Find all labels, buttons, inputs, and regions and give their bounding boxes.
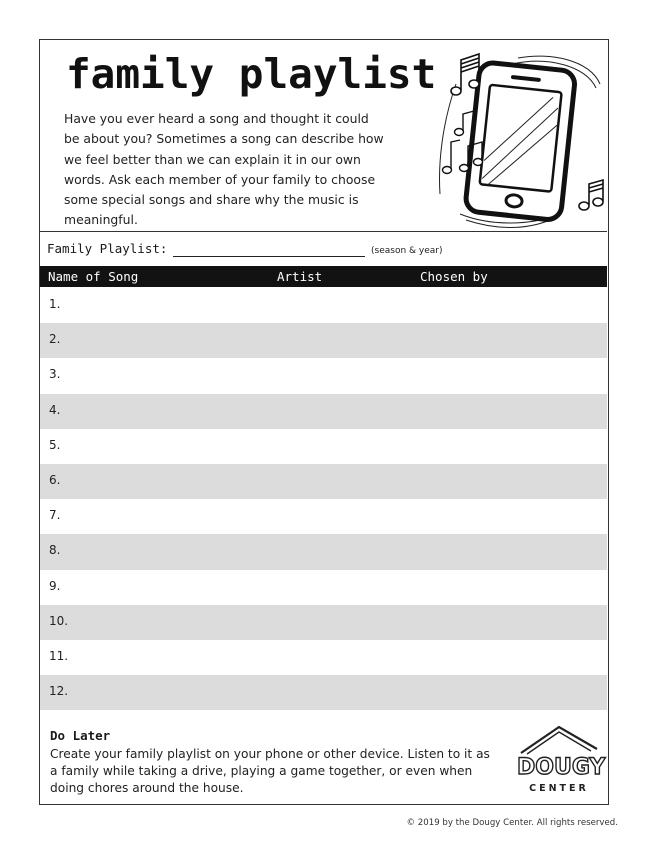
music-note-icon (443, 140, 461, 174)
playlist-label: Family Playlist: (47, 241, 168, 256)
smartphone-illustration (400, 44, 605, 229)
table-row (40, 358, 607, 393)
table-row (40, 570, 607, 605)
dougy-center-logo (517, 723, 606, 799)
row-number: 3. (49, 367, 61, 382)
row-number: 1. (49, 297, 61, 311)
table-row (40, 464, 607, 499)
row-number: 2. (49, 332, 61, 347)
row-number: 11. (49, 648, 69, 663)
row-number: 6. (49, 472, 61, 487)
table-row (40, 640, 607, 675)
table-row (40, 675, 607, 710)
row-number: 5. (49, 437, 61, 452)
row-number: 7. (49, 508, 61, 523)
copyright-notice: © 2019 by the Dougy Center. All rights reserved. (406, 818, 618, 828)
page-title: family playlist (66, 50, 437, 98)
row-number: 8. (49, 543, 61, 558)
music-note-icon (451, 54, 479, 95)
table-row (40, 499, 607, 534)
table-row (40, 288, 607, 323)
playlist-hint: (season & year) (371, 246, 443, 256)
music-note-icon (579, 180, 603, 210)
playlist-rows (40, 288, 607, 710)
table-row (40, 534, 607, 569)
logo-subtitle: CENTER (529, 783, 589, 794)
row-number: 10. (49, 613, 69, 628)
column-header-chosen-by: Chosen by (420, 269, 488, 284)
house-roof-icon (517, 723, 601, 757)
column-header-song: Name of Song (48, 269, 139, 284)
do-later-text: Create your family playlist on your phone or other device. Listen to it as a family while taking a drive, playing a game together, or even when doing chores around the house. (50, 747, 490, 795)
table-row (40, 323, 607, 358)
do-later-title: Do Later (50, 728, 111, 743)
do-later-section (50, 728, 490, 797)
playlist-blank-line (173, 256, 365, 257)
table-header (40, 266, 607, 287)
row-number: 12. (49, 684, 69, 699)
table-row (40, 394, 607, 429)
smartphone-icon (465, 62, 576, 221)
logo-word: DOUGY (517, 755, 606, 780)
header-section (40, 40, 607, 232)
column-header-artist: Artist (277, 269, 323, 284)
row-number: 9. (49, 578, 61, 593)
row-number: 4. (49, 402, 61, 417)
worksheet (39, 39, 609, 805)
intro-paragraph: Have you ever heard a song and thought it could be about you? Sometimes a song can describe how we feel better than we can explain it in our own words. Ask each member of your family to choose some special songs and share why the music is meaningful. (64, 111, 384, 228)
table-row (40, 605, 607, 640)
table-row (40, 429, 607, 464)
playlist-title-field (47, 241, 602, 261)
